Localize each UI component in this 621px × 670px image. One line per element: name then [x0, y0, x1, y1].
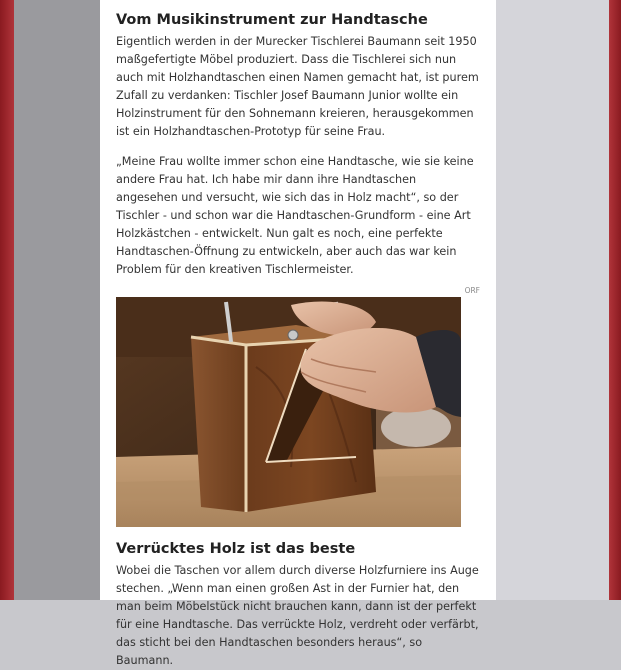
section-heading-2: Verrücktes Holz ist das beste [116, 541, 356, 557]
left-frame-stripe [0, 0, 14, 600]
article-image-figure [116, 285, 480, 527]
article-paragraph-2: „Meine Frau wollte immer schon eine Handtasche, wie sie keine andere Frau hat. Ich habe mir dann ihre Handtaschen angesehen und versucht, wie sich das in Holz macht“, so der Tischler - und schon war die Handtaschen-Grundform - eine Art Holzkästchen - entwickelt. Nun galt es noch, eine perfekte Handtaschen-Öffnung zu entwickeln, aber auch das war kein Problem für den kreativen Tischlermeister. [116, 155, 474, 276]
article-paragraph-1: Eigentlich werden in der Murecker Tischlerei Baumann seit 1950 maßgefertigte Möbel produziert. Dass die Tischlerei sich nun auch mit Holzhandtaschen einen Namen gemacht hat, ist purem Zufall zu verdanken: Tischler Josef Baumann Junior wollte ein Holzinstrument für den Sohnemann kreieren, herausgekommen ist ein Holzhandtaschen-Prototyp für seine Frau. [116, 35, 479, 138]
right-frame-stripe [609, 0, 621, 600]
left-background [0, 0, 100, 600]
image-credit: ORF [464, 286, 480, 295]
right-sidebar-background [496, 0, 621, 600]
article-body [100, 0, 496, 667]
article-paragraph-3: Wobei die Taschen vor allem durch diverse Holzfurniere ins Auge stechen. „Wenn man einen großen Ast in der Furnier hat, den man beim Möbelstück nicht brauchen kann, dann ist der perfekt für eine Handtasche. Das verrückte Holz, verdreht oder verfärbt, das sticht bei den Handtaschen besonders heraus“, so Baumann. [116, 564, 479, 667]
article-photo-wooden-handbag[interactable] [116, 297, 461, 527]
section-heading-1: Vom Musikinstrument zur Handtasche [116, 12, 428, 28]
